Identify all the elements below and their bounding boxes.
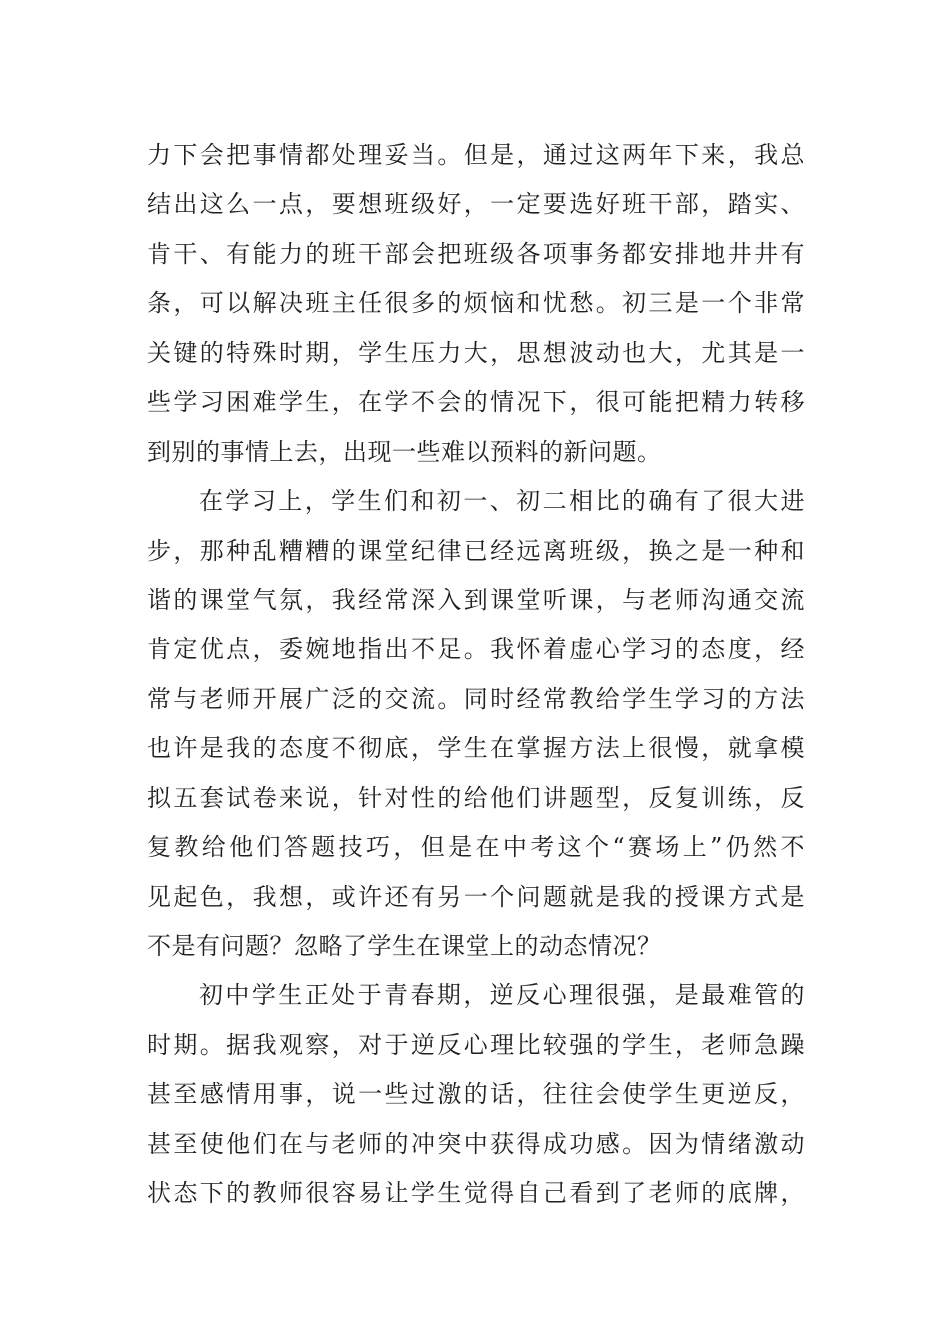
body-text xyxy=(147,131,805,1219)
text-line: 时期。据我观察，对于逆反心理比较强的学生，老师急躁 xyxy=(147,1030,805,1059)
text-line: 关键的特殊时期，学生压力大，思想波动也大，尤其是一 xyxy=(147,338,805,367)
text-line: 在学习上，学生们和初一、初二相比的确有了很大进 xyxy=(199,487,805,516)
text-line: 甚至使他们在与老师的冲突中获得成功感。因为情绪激动 xyxy=(147,1129,805,1158)
text-line: 见起色，我想，或许还有另一个问题就是我的授课方式是 xyxy=(147,882,805,911)
text-line: 常与老师开展广泛的交流。同时经常教给学生学习的方法 xyxy=(147,684,805,713)
text-line: 到别的事情上去，出现一些难以预料的新问题。 xyxy=(147,437,662,466)
text-line: 复教给他们答题技巧，但是在中考这个“赛场上”仍然不 xyxy=(147,833,805,862)
text-line: 些学习困难学生，在学不会的情况下，很可能把精力转移 xyxy=(147,388,805,417)
text-line: 结出这么一点，要想班级好，一定要选好班干部，踏实、 xyxy=(147,190,805,219)
text-line: 甚至感情用事，说一些过激的话，往往会使学生更逆反， xyxy=(147,1080,805,1109)
text-line: 条，可以解决班主任很多的烦恼和忧愁。初三是一个非常 xyxy=(147,289,805,318)
text-line: 肯定优点，委婉地指出不足。我怀着虚心学习的态度，经 xyxy=(147,635,805,664)
text-line: 不是有问题？忽略了学生在课堂上的动态情况？ xyxy=(147,932,662,960)
text-line: 力下会把事情都处理妥当。但是，通过这两年下来，我总 xyxy=(147,141,805,169)
text-line: 初中学生正处于青春期，逆反心理很强，是最难管的 xyxy=(199,981,805,1010)
text-line: 拟五套试卷来说，针对性的给他们讲题型，反复训练，反 xyxy=(147,783,805,812)
text-line: 状态下的教师很容易让学生觉得自己看到了老师的底牌， xyxy=(147,1179,805,1208)
text-line: 步，那种乱糟糟的课堂纪律已经远离班级，换之是一种和 xyxy=(147,536,805,565)
text-line: 肯干、有能力的班干部会把班级各项事务都安排地井井有 xyxy=(147,239,805,268)
text-line: 谐的课堂气氛，我经常深入到课堂听课，与老师沟通交流 xyxy=(147,585,805,614)
text-line: 也许是我的态度不彻底，学生在掌握方法上很慢，就拿模 xyxy=(147,734,805,763)
